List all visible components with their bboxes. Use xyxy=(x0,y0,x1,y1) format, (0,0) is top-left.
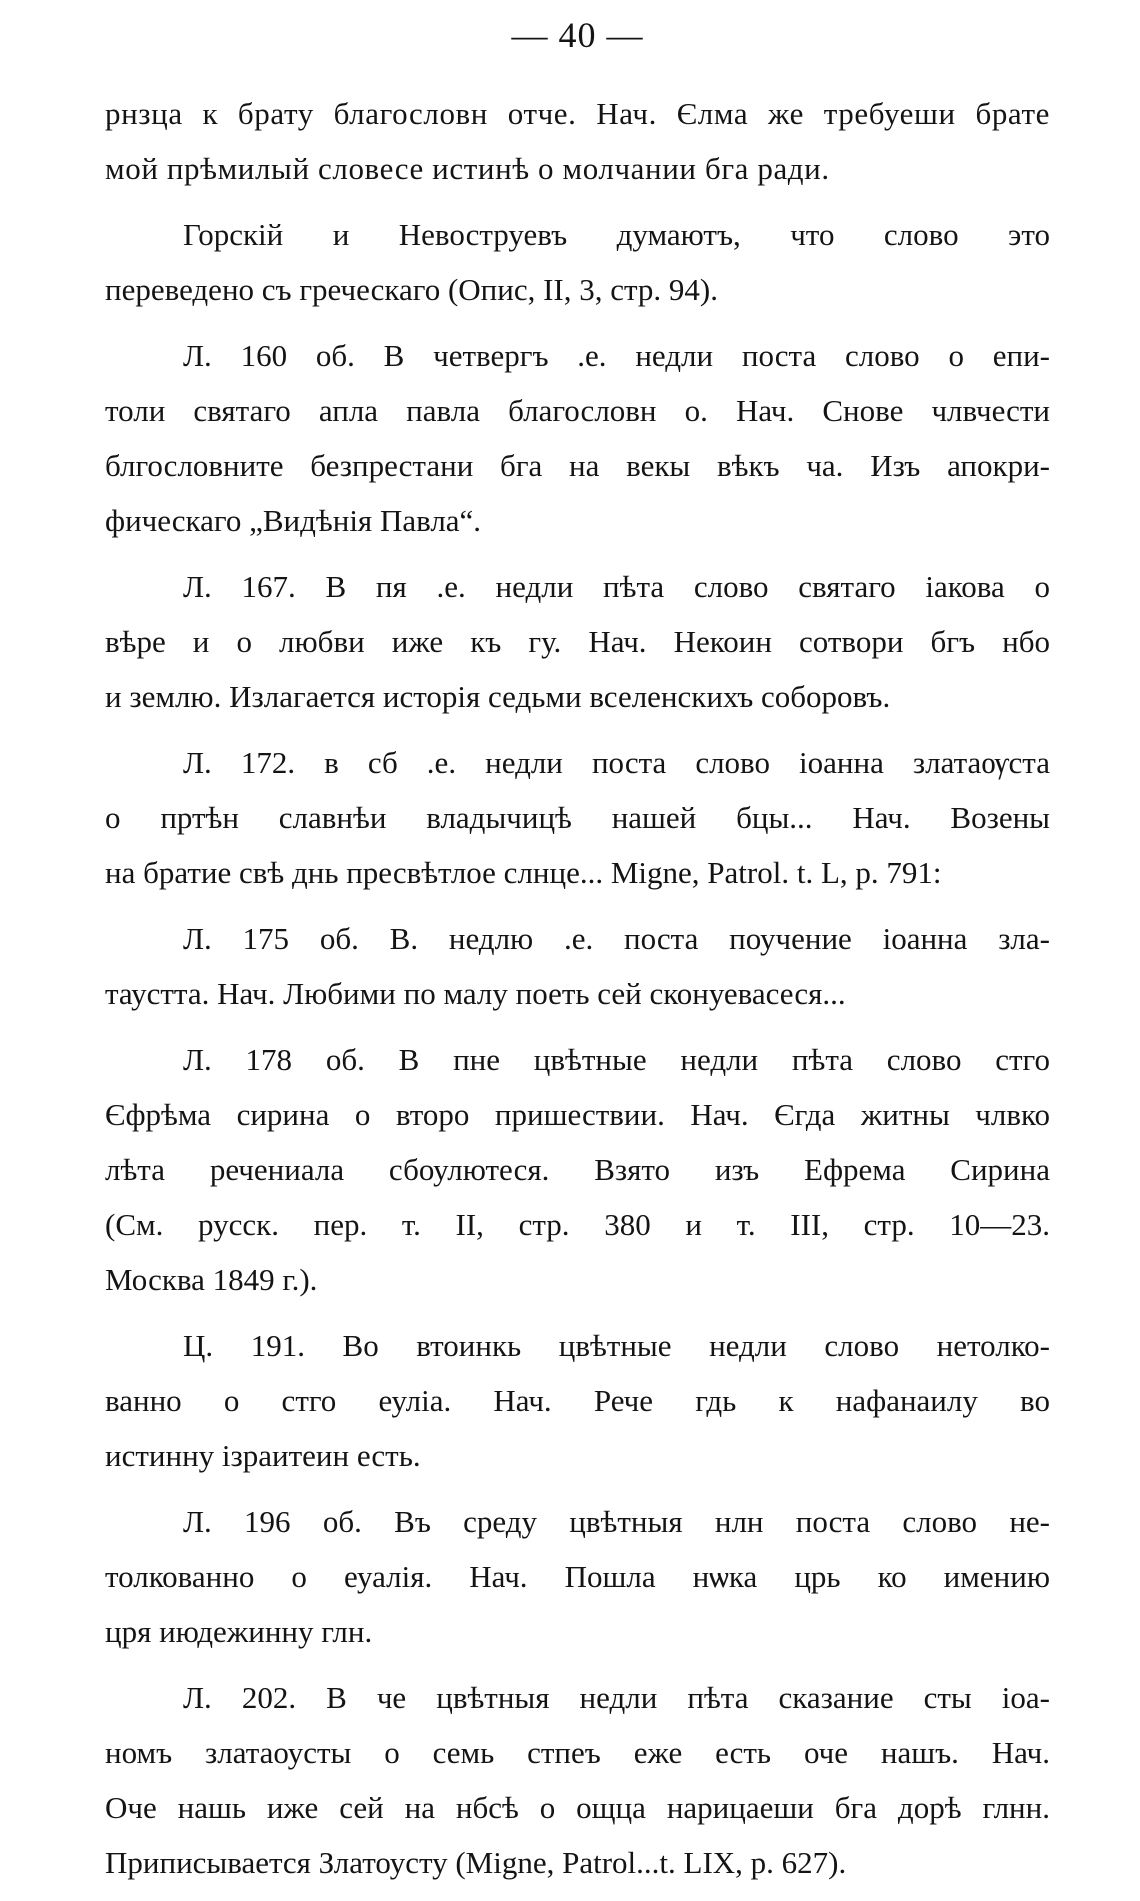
text-line: Москва 1849 г.). xyxy=(105,1262,318,1297)
paragraph-4 xyxy=(105,559,1050,724)
text-line: толкованно о еуалія. Нач. Пошла нѡка црь ко имению xyxy=(105,1559,1050,1594)
text-line: таустта. Нач. Любими по малу поеть сей сконуевасеся... xyxy=(105,976,846,1011)
paragraph-5 xyxy=(105,735,1050,900)
text-line: и землю. Излагается исторія седьми вселенскихъ соборовъ. xyxy=(105,679,891,714)
text-line: Л. 178 об. В пне цвѣтные недли пѣта слово стго xyxy=(183,1042,1050,1077)
text-line: толи святаго апла павла благословн о. Нач. Снове члвчести xyxy=(105,393,1050,428)
text-line: номъ златаоусты о семь стпеъ еже есть оче нашъ. Нач. xyxy=(105,1735,1050,1770)
text-line: Ц. 191. Во втоинкь цвѣтные недли слово нетолко- xyxy=(183,1328,1050,1363)
text-line: истинну ізраитеин есть. xyxy=(105,1438,421,1473)
text-line: Л. 196 об. Въ среду цвѣтныя нлн поста слово не- xyxy=(183,1504,1050,1539)
text-line: фическаго „Видѣнія Павла“. xyxy=(105,503,482,538)
page-number: — 40 — xyxy=(511,15,644,55)
text-line: ванно о стго еуліа. Нач. Рече гдь к нафанаилу во xyxy=(105,1383,1050,1418)
paragraph-3 xyxy=(105,328,1050,548)
paragraph-10 xyxy=(105,1670,1050,1890)
text-line: лѣта речениала сбоулютеся. Взято изъ Ефрема Сирина xyxy=(105,1152,1050,1187)
paragraph-6 xyxy=(105,911,1050,1021)
text-line: Оче нашь иже сей на нбсѣ о ощца нарицаеши бга дорѣ глнн. xyxy=(105,1790,1050,1825)
text-line: на братие свѣ днь пресвѣтлое слнце... Migne, Patrol. t. L, p. 791: xyxy=(105,855,942,890)
text-line: (См. русск. пер. т. II, стр. 380 и т. III, стр. 10—23. xyxy=(105,1207,1050,1242)
paragraph-7 xyxy=(105,1032,1050,1307)
paragraph-8 xyxy=(105,1318,1050,1483)
text-line: Л. 160 об. В четвергъ .е. недли поста слово о епи- xyxy=(183,338,1050,373)
text-line: Єфрѣма сирина о второ пришествии. Нач. Єгда житны члвко xyxy=(105,1097,1050,1132)
text-line: Л. 175 об. В. недлю .е. поста поучение іоанна зла- xyxy=(183,921,1050,956)
text-line: переведено съ греческаго (Опис, II, 3, стр. 94). xyxy=(105,272,719,307)
text-line: Приписывается Златоусту (Migne, Patrol...t. LIX, p. 627). xyxy=(105,1845,847,1880)
paragraph-9 xyxy=(105,1494,1050,1659)
text-line: блгословните безпрестани бга на векы вѣкъ ча. Изъ апокри- xyxy=(105,448,1050,483)
text-line: Горскій и Невоструевъ думаютъ, что слово это xyxy=(183,217,1050,252)
text-line: Л. 202. В че цвѣтныя недли пѣта сказание сты іоа- xyxy=(183,1680,1050,1715)
text-line: вѣре и о любви иже къ гу. Нач. Некоин сотвори бгъ нбо xyxy=(105,624,1050,659)
text-line: рнзца к брату благословн отче. Нач. Єлма же требуеши брате xyxy=(105,96,1050,131)
text-line: цря июдежинну глн. xyxy=(105,1614,373,1649)
body-text xyxy=(105,86,1050,1901)
text-line: Л. 167. В пя .е. недли пѣта слово святаго іакова о xyxy=(183,569,1050,604)
text-line: о пртѣн славнѣи владычицѣ нашей бцы... Нач. Возены xyxy=(105,800,1050,835)
paragraph-2 xyxy=(105,207,1050,317)
paragraph-1 xyxy=(105,86,1050,196)
text-line: мой прѣмилый словесе истинѣ о молчании бга ради. xyxy=(105,151,830,186)
text-line: Л. 172. в сб .е. недли поста слово іоанна златаѹста xyxy=(183,745,1050,780)
